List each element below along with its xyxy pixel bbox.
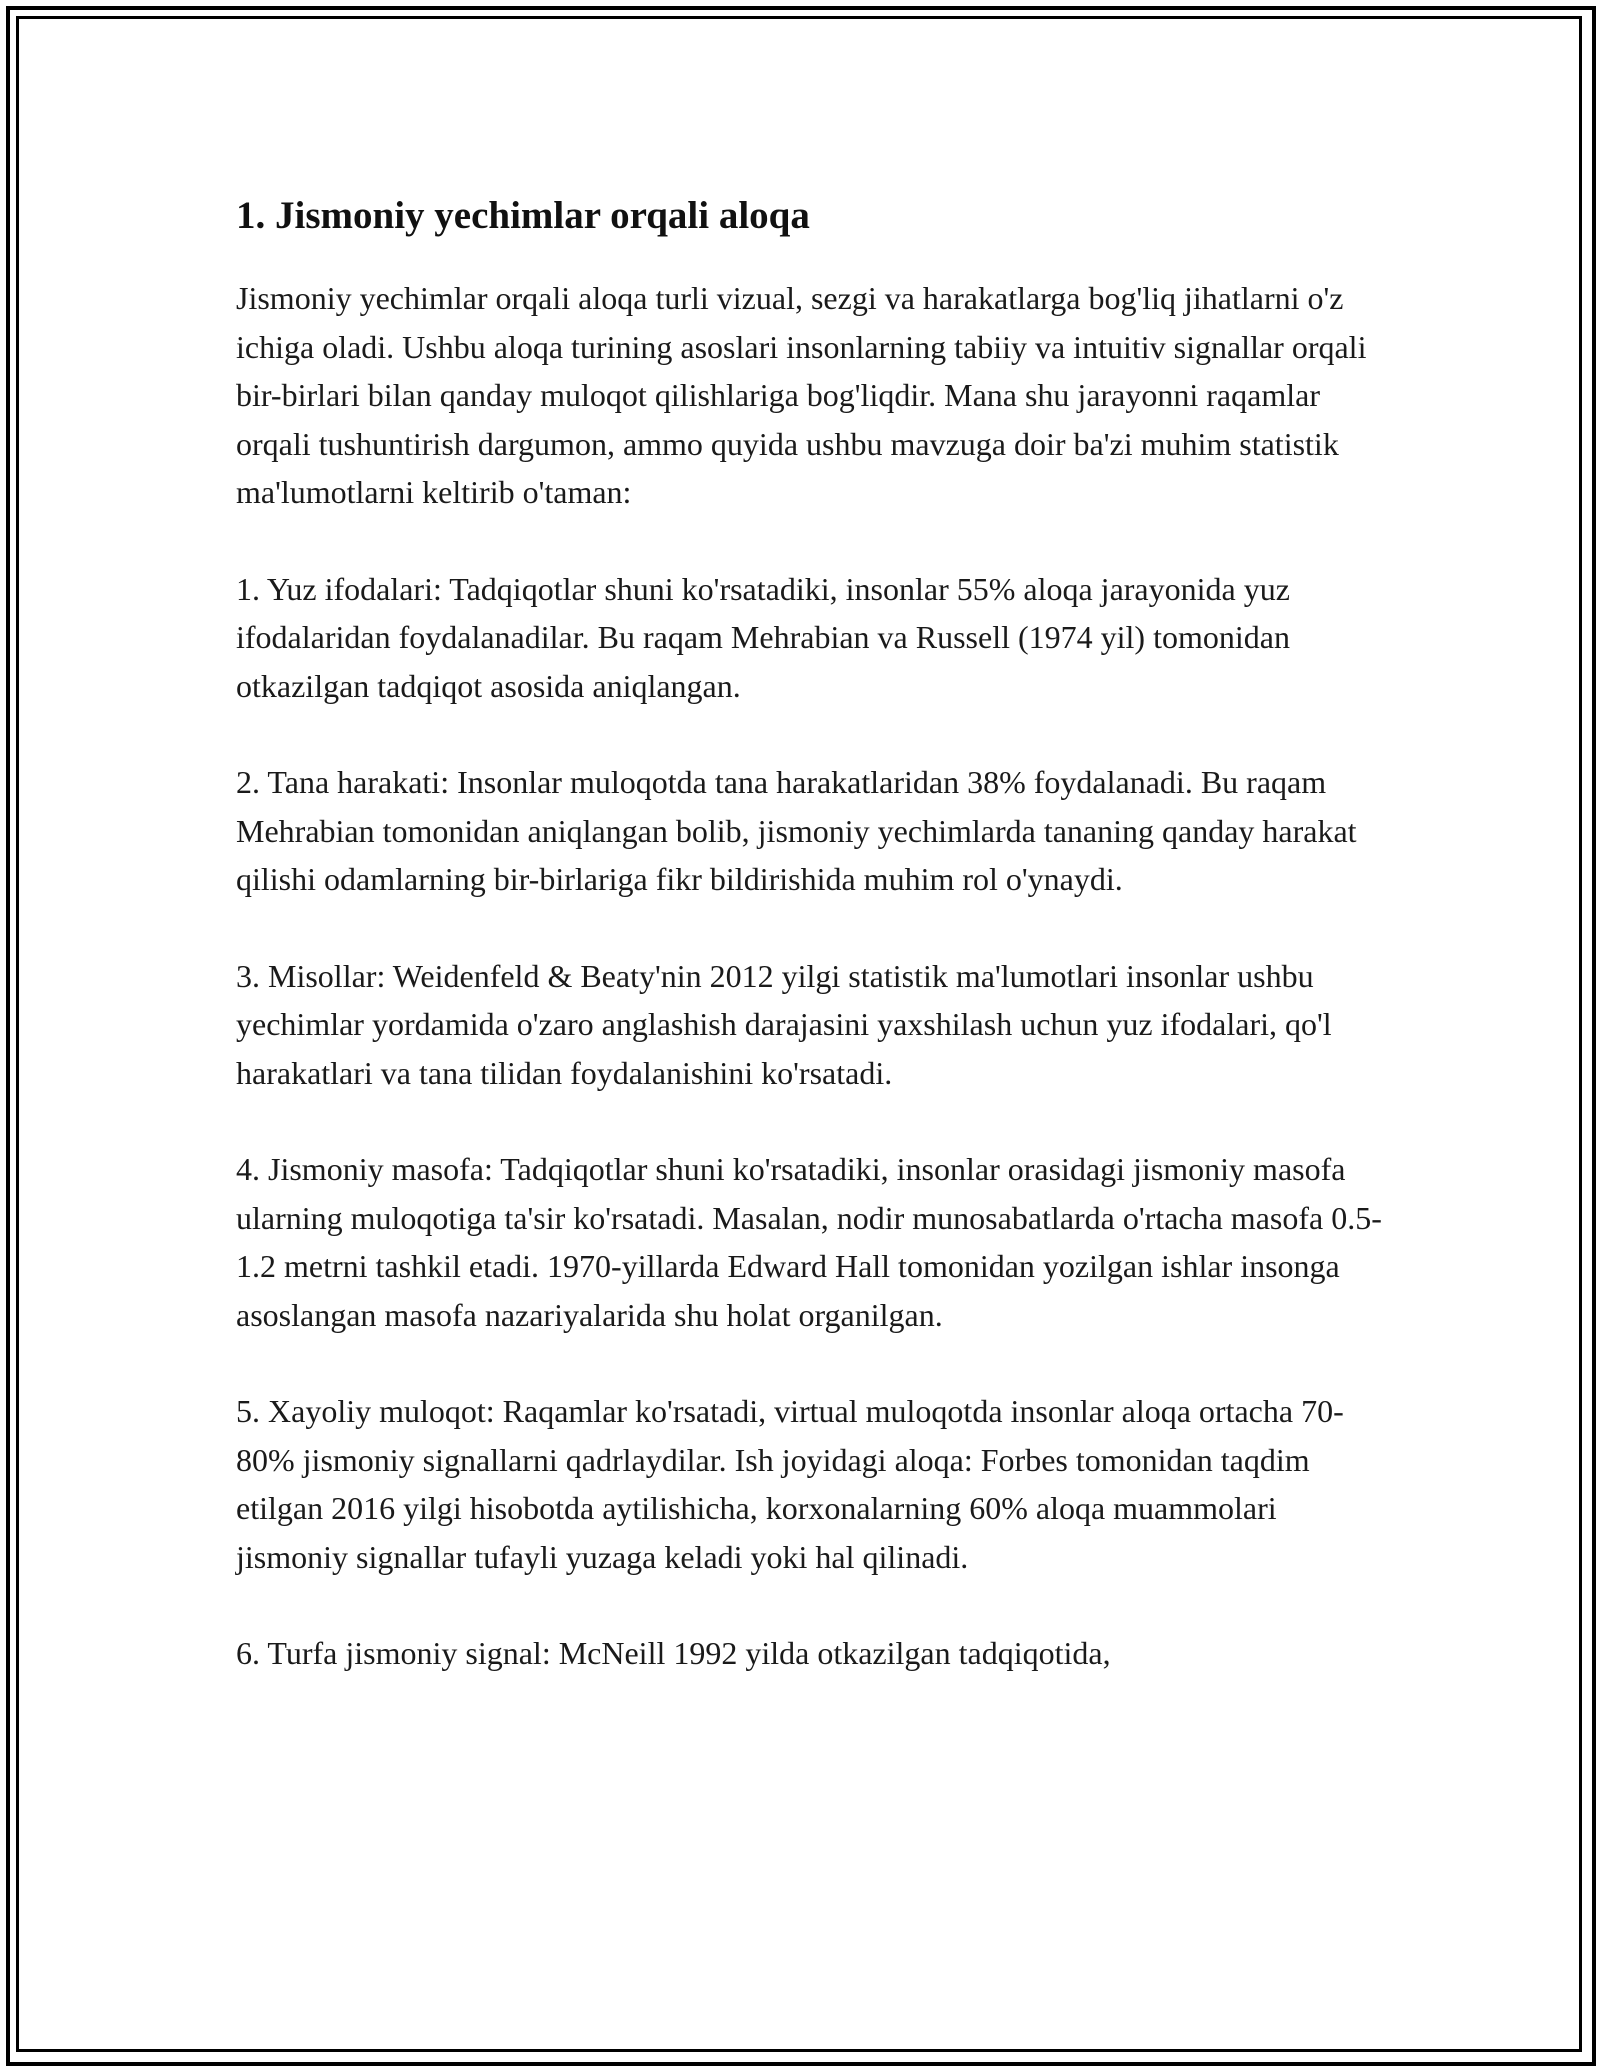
- list-item-examples: 3. Misollar: Weidenfeld & Beaty'nin 2012 yilgi statistik ma'lumotlari insonlar ushbu yechimlar yordamida o'zaro anglashish darajasini yaxshilash uchun yuz ifodalari, qo'l harakatlari va tana tilidan foydalanishini ko'rsatadi.: [236, 957, 1332, 1091]
- document-body: [236, 186, 1386, 1726]
- list-item-physical-distance: 4. Jismoniy masofa: Tadqiqotlar shuni ko'rsatadiki, insonlar orasidagi jismoniy masofa ularning muloqotiga ta'sir ko'rsatadi. Masalan, nodir munosabatlarda o'rtacha masofa 0.5-1.2 metrni tashkil etadi. 1970-yillarda Edward Hall tomonidan yozilgan ishlar insonga asoslangan masofa nazariyalarida shu holat organilgan.: [236, 1151, 1382, 1333]
- list-item-body-movement: 2. Tana harakati: Insonlar muloqotda tana harakatlaridan 38% foydalanadi. Bu raqam Mehrabian tomonidan aniqlangan bolib, jismoniy yechimlarda tananing qanday harakat qilishi odamlarning bir-birlariga fikr bildirishida muhim rol o'ynaydi.: [236, 764, 1357, 897]
- list-item-virtual-communication: 5. Xayoliy muloqot: Raqamlar ko'rsatadi, virtual muloqotda insonlar aloqa ortacha 70-80% jismoniy signallarni qadrlaydilar. Ish joyidagi aloqa: Forbes tomonidan taqdim etilgan 2016 yilgi hisobotda aytilishicha, korxonalarning 60% aloqa muammolari jismoniy signallar tufayli yuzaga keladi yoki hal qilinadi.: [236, 1393, 1344, 1575]
- section-heading: 1. Jismoniy yechimlar orqali aloqa: [236, 194, 810, 237]
- intro-paragraph: Jismoniy yechimlar orqali aloqa turli vizual, sezgi va harakatlarga bog'liq jihatlarni o'z ichiga oladi. Ushbu aloqa turining asoslari insonlarning tabiiy va intuitiv signallar orqali bir-birlari bilan qanday muloqot qilishlariga bog'liqdir. Mana shu jarayonni raqamlar orqali tushuntirish dargumon, ammo quyida ushbu mavzuga doir ba'zi muhim statistik ma'lumotlarni keltirib o'taman:: [236, 280, 1367, 510]
- list-item-facial-expressions: 1. Yuz ifodalari: Tadqiqotlar shuni ko'rsatadiki, insonlar 55% aloqa jarayonida yuz ifodalaridan foydalanadilar. Bu raqam Mehrabian va Russell (1974 yil) tomonidan otkazilgan tadqiqot asosida aniqlangan.: [236, 570, 1290, 704]
- list-item-diverse-signals: 6. Turfa jismoniy signal: McNeill 1992 yilda otkazilgan tadqiqotida,: [236, 1635, 1111, 1671]
